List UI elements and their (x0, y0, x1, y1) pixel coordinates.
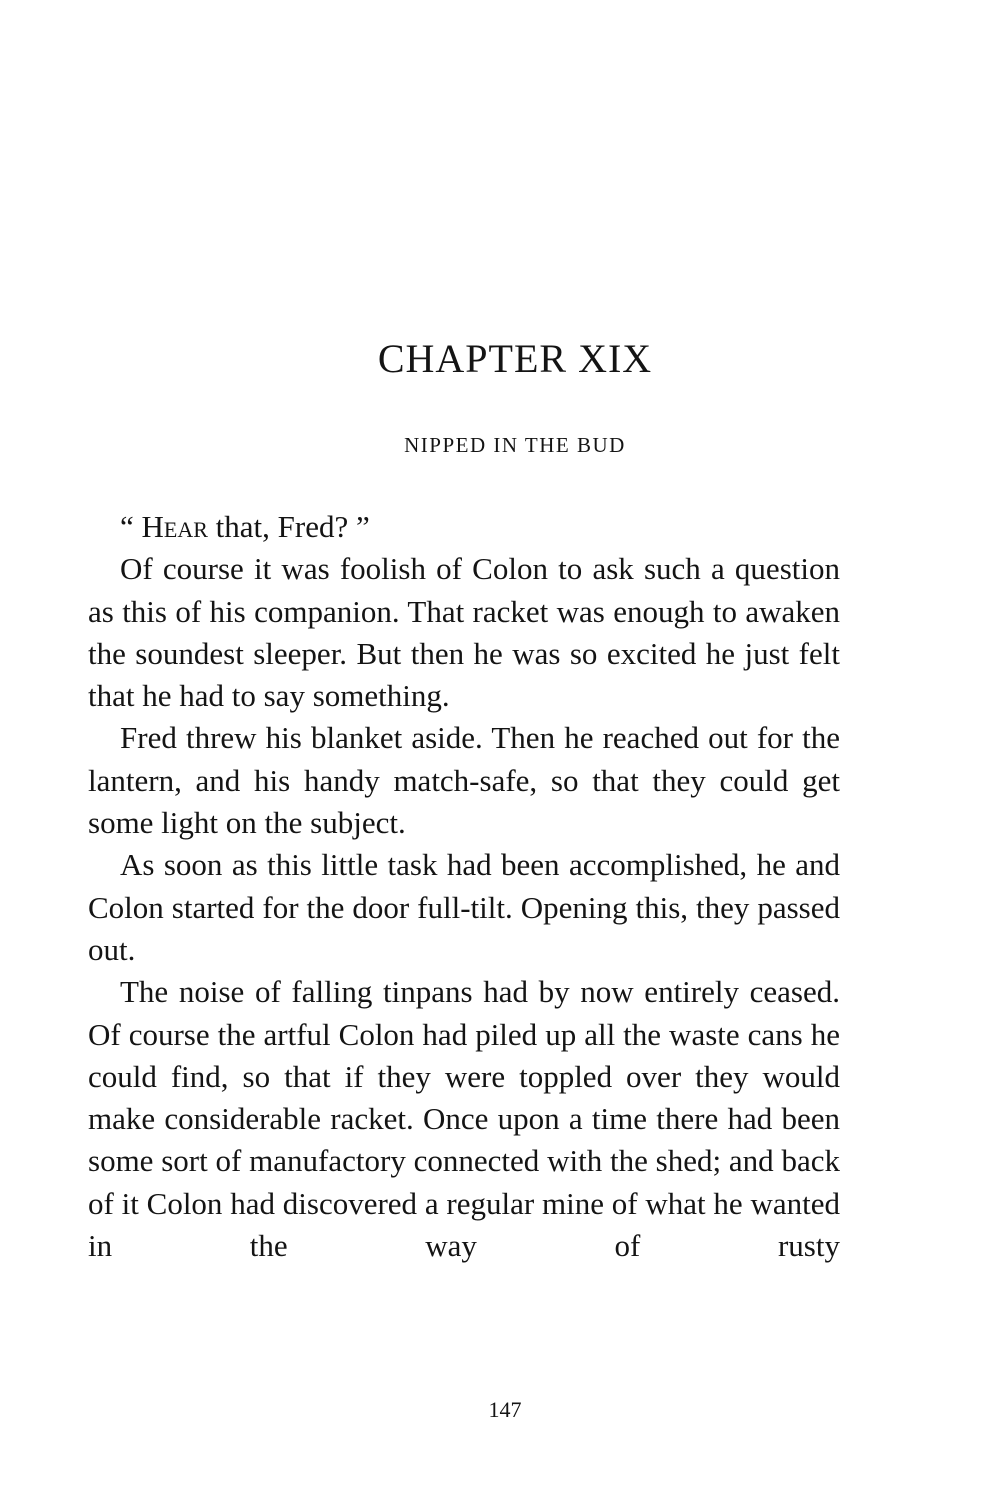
chapter-body (88, 506, 840, 1267)
paragraph: Fred threw his blanket aside. Then he reached out for the lantern, and his handy match-safe, so that they could get some light on the subject. (88, 720, 840, 841)
paragraph: Of course it was foolish of Colon to ask such a question as this of his companion. That racket was enough to awaken the soundest sleeper. But then he was so excited he just felt that he had to say something. (88, 551, 840, 714)
opening-quote: “ (120, 509, 142, 544)
chapter-subtitle: NIPPED IN THE BUD (404, 433, 626, 457)
paragraph-text: that, Fred? ” (207, 509, 370, 544)
chapter-title: CHAPTER XIX (377, 336, 653, 381)
paragraph: The noise of falling tinpans had by now entirely ceased. Of course the artful Colon had piled up all the waste cans he could find, so that if they were toppled over they would make considerable racket. Once upon a time there had been some sort of manufactory connected with the shed; and back of it Colon had discovered a regular mine of what he wanted in the way of rusty (88, 974, 840, 1264)
lead-word: Hear (141, 509, 208, 544)
paragraph (88, 506, 840, 548)
paragraph: As soon as this little task had been accomplished, he and Colon started for the door full-tilt. Opening this, they passed out. (88, 847, 840, 967)
page-number: 147 (488, 1397, 522, 1422)
